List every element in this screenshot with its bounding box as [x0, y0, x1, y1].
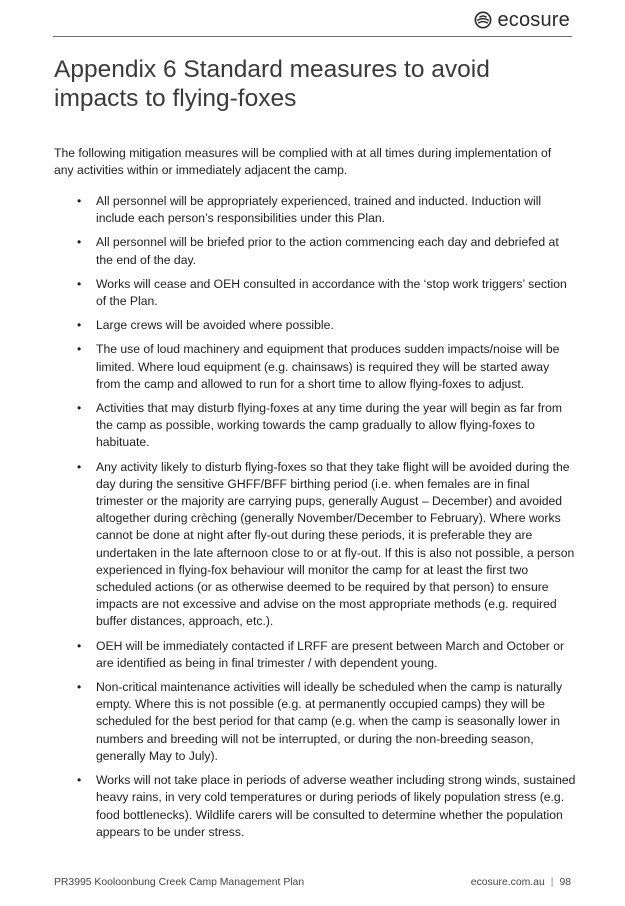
list-item: [0, 341, 576, 393]
list-item-text: Works will cease and OEH consulted in accordance with the ‘stop work triggers’ section of the Plan.: [96, 276, 567, 309]
bullet-icon: •: [77, 638, 82, 653]
bullet-icon: •: [77, 235, 82, 250]
list-item: [0, 638, 576, 672]
list-item: [0, 772, 576, 841]
bullet-icon: •: [77, 680, 82, 695]
bullet-icon: •: [77, 276, 82, 291]
footer-document-title: PR3995 Kooloonbung Creek Camp Management Plan: [54, 877, 305, 888]
list-item: [0, 317, 576, 334]
list-item-text: OEH will be immediately contacted if LRFF are present between March and October or are identified as being in final trimester / with dependent young.: [96, 638, 565, 670]
footer-website: ecosure.com.au: [470, 877, 545, 888]
mitigation-measures-list: [0, 193, 625, 848]
page-number: 98: [559, 877, 571, 888]
bullet-icon: •: [77, 194, 82, 208]
page-header: [53, 8, 572, 37]
bullet-icon: •: [77, 459, 82, 474]
list-item: [0, 234, 576, 268]
ecosure-logo-icon: [474, 11, 492, 29]
brand-name: ecosure: [497, 9, 570, 31]
list-item-text: All personnel will be appropriately experienced, trained and inducted. Induction will include each person’s responsibilities under this Plan.: [96, 194, 542, 226]
intro-paragraph: The following mitigation measures will be complied with at all times during implementation of any activities within or immediately adjacent the camp.: [54, 146, 552, 177]
brand-logo: [474, 9, 570, 31]
bullet-icon: •: [77, 401, 82, 416]
list-item-text: The use of loud machinery and equipment that produces sudden impacts/noise will be limited. Where loud equipment (e.g. chainsaws) is required they will be started away from the camp and allowed to run for a short time to allow flying-foxes to adjust.: [96, 342, 560, 391]
list-item: [0, 193, 576, 227]
footer-separator: |: [550, 877, 554, 888]
list-item-text: All personnel will be briefed prior to the action commencing each day and debriefed at the end of the day.: [96, 235, 559, 267]
list-item: [0, 459, 576, 631]
list-item: [0, 400, 576, 452]
list-item-text: Large crews will be avoided where possible.: [96, 318, 334, 333]
list-item-text: Works will not take place in periods of adverse weather including strong winds, sustained heavy rains, in very cold temperatures or during periods of likely population stress (e.g. food bottlenecks). Wildlife carers will be consulted to determine whether the population appears to be under stress.: [96, 773, 576, 839]
list-item-text: Any activity likely to disturb flying-foxes so that they take flight will be avoided during the day during the sensitive GHFF/BFF birthing period (i.e. when females are in final trimester or the majority are carrying pups, generally August – December) and avoided altogether during crèching (generally November/December to February). Where works cannot be done at night after fly-out during these periods, it is preferable they are undertaken in the late afternoon close to or at fly-out. If this is also not possible, a person experienced in flying-fox behaviour will monitor the camp for at least the first two scheduled actions (or as otherwise deemed to be required by that person) to ensure impacts are not excessive and advise on the most appropriate methods (e.g. required buffer distances, approach, etc.).: [96, 459, 575, 629]
list-item: [0, 276, 576, 310]
page-title: Appendix 6 Standard measures to avoid impacts to flying-foxes: [54, 56, 490, 112]
bullet-icon: •: [77, 318, 82, 333]
list-item: [0, 679, 576, 765]
bullet-icon: •: [77, 773, 82, 788]
bullet-icon: •: [77, 342, 82, 357]
list-item-text: Activities that may disturb flying-foxes at any time during the year will begin as far from the camp as possible, working towards the camp gradually to allow flying-foxes to habituate.: [96, 401, 563, 450]
footer-page-info: [471, 876, 571, 890]
list-item-text: Non-critical maintenance activities will ideally be scheduled when the camp is naturally empty. Where this is not possible (e.g. at permanently occupied camps) they will be scheduled for the best period for that camp (e.g. when the camp is seasonally lower in numbers and breeding will not be interrupted, or during the non-breeding season, generally May to July).: [96, 680, 563, 763]
